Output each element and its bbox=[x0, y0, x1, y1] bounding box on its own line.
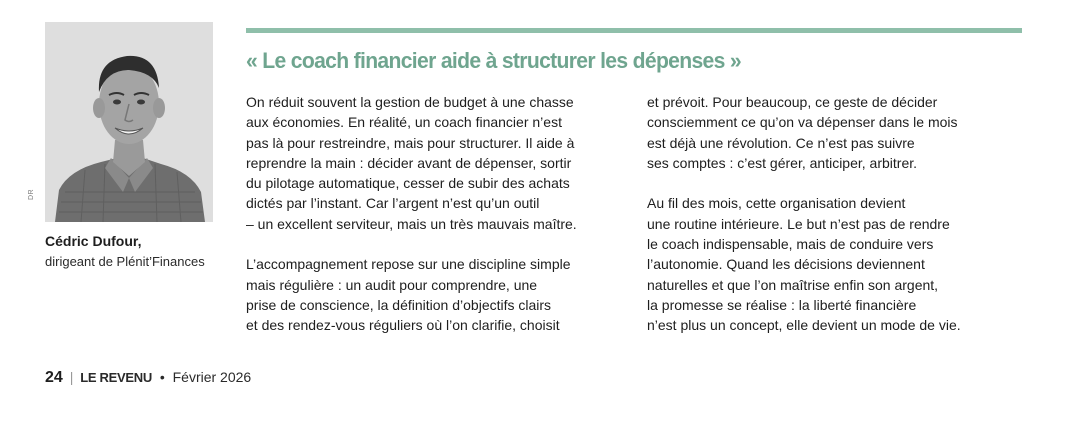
text-line: prise de conscience, la définition d’objectifs clairs bbox=[246, 296, 552, 313]
text-line: l’autonomie. Quand les décisions deviennent bbox=[647, 256, 925, 273]
author-name: Cédric Dufour, bbox=[45, 233, 142, 249]
photo-credit: DR bbox=[28, 188, 35, 200]
text-line: reprendre la main : décider avant de dépenser, sortir bbox=[246, 154, 572, 171]
text-line: dictés par l’instant. Car l’argent n’est qu’un outil bbox=[246, 195, 540, 212]
text-line: et des rendez-vous réguliers où l’on clarifie, choisit bbox=[246, 317, 560, 334]
text-line: L’accompagnement repose sur une discipline simple bbox=[246, 256, 571, 273]
author-photo bbox=[45, 22, 213, 222]
page-number: 24 bbox=[45, 369, 63, 386]
text-line: la promesse se réalise : la liberté financière bbox=[647, 296, 917, 313]
text-line: pas là pour restreindre, mais pour structurer. Il aide à bbox=[246, 134, 575, 151]
text-line: est déjà une révolution. Ce n’est pas suivre bbox=[647, 134, 915, 151]
text-line: On réduit souvent la gestion de budget à une chasse bbox=[246, 94, 574, 110]
article-headline: « Le coach financier aide à structurer les dépenses » bbox=[246, 48, 741, 73]
author-role: dirigeant de Plénit’Finances bbox=[45, 254, 205, 269]
text-line: – un excellent serviteur, mais un très mauvais maître. bbox=[246, 215, 577, 232]
text-line: Au fil des mois, cette organisation devient bbox=[647, 195, 906, 212]
magazine-name: LE REVENU bbox=[80, 370, 152, 385]
folio-bullet: • bbox=[159, 369, 165, 385]
accent-rule bbox=[246, 28, 1022, 33]
text-line: et prévoit. Pour beaucoup, ce geste de décider bbox=[647, 94, 938, 110]
paragraph-gap bbox=[246, 234, 626, 254]
text-line: mais régulière : un audit pour comprendre, une bbox=[246, 276, 538, 293]
folio-separator: | bbox=[69, 369, 74, 385]
article-column-left bbox=[246, 92, 626, 336]
author-portrait-illustration bbox=[45, 22, 213, 222]
text-line: le coach indispensable, mais de conduire vers bbox=[647, 236, 934, 253]
text-line: consciemment ce qu’on va dépenser dans le mois bbox=[647, 114, 958, 131]
text-line: du pilotage automatique, cesser de subir des achats bbox=[246, 175, 570, 192]
paragraph-gap bbox=[647, 173, 1022, 193]
article-column-right bbox=[647, 92, 1022, 336]
text-line: naturelles et que l’on maîtrise enfin son argent, bbox=[647, 276, 939, 293]
text-line: une routine intérieure. Le but n’est pas de rendre bbox=[647, 215, 950, 232]
text-line: aux économies. En réalité, un coach financier n’est bbox=[246, 114, 562, 131]
issue-date: Février 2026 bbox=[172, 369, 252, 385]
page-folio bbox=[45, 369, 251, 387]
text-line: ses comptes : c’est gérer, anticiper, arbitrer. bbox=[647, 154, 918, 171]
text-line: n’est plus un concept, elle devient un mode de vie. bbox=[647, 317, 961, 334]
